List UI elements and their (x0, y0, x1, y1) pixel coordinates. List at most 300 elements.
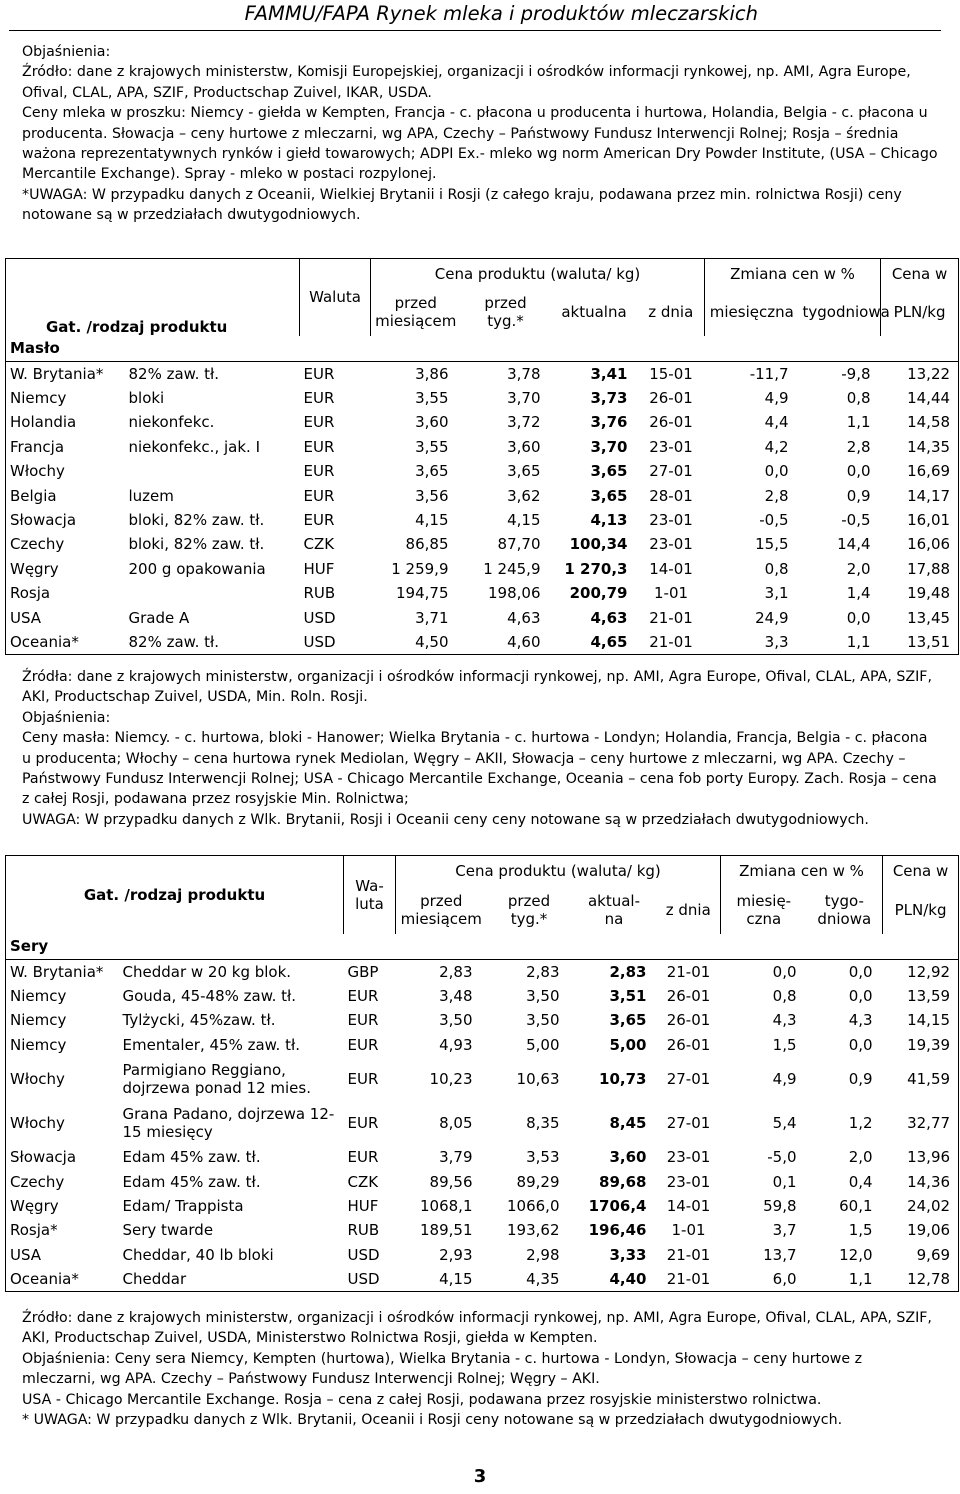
table-row (6, 1267, 959, 1291)
price-pln-cell: 14,36 (883, 1169, 959, 1193)
quote-date-cell: 28-01 (649, 486, 693, 505)
table-row (6, 410, 959, 434)
quote-date-cell: 23-01 (666, 1148, 711, 1167)
product-type-cell: Cheddar, 40 lb bloki (122, 1245, 274, 1264)
product-type-cell: luzem (128, 486, 174, 505)
section-label-cheese: Sery (6, 934, 959, 960)
price-week-ago-cell: 193,62 (507, 1221, 560, 1240)
product-type-cell: Tylżycki, 45%zaw. tł. (122, 1011, 276, 1030)
price-pln-cell: 17,88 (881, 557, 959, 581)
note-line: *UWAGA: W przypadku danych z Oceanii, Wielkiej Brytanii i Rosji (z całego kraju, podawana przez min. rolnictwa Rosji) ceny notowane są w przedziałach dwutygodniowych. (22, 186, 902, 224)
quote-date-cell: 27-01 (666, 1114, 711, 1133)
country-cell: Włochy (6, 459, 125, 483)
currency-cell: EUR (303, 389, 335, 408)
price-pln-cell: 13,59 (883, 984, 959, 1008)
change-monthly-cell: 1,5 (772, 1035, 797, 1054)
note-line: Ceny masła: Niemcy. - c. hurtowa, bloki - Hanower; Wielka Brytania - c. hurtowa - Londyn; Holandia, Francja, Belgia - c. płacona u producenta; Włochy – cena hurtowa rynek Mediolan, Węgry – AKII, Słowacja – ceny hurtowe z mleczarni, wg APA. Czechy – Państwowy Fundusz Interwencji Rolnej; USA - Chicago Mercantile Exchange, Oceania – cena fob porty Europy. Zach. Rosja – cena z całej Rosji, podawana przez rosyjskie Min. Rolnictwa; (22, 730, 937, 808)
product-type-cell: Edam/ Trappista (122, 1197, 244, 1216)
table-row (6, 630, 959, 654)
change-monthly-cell: 4,3 (772, 1011, 797, 1030)
price-month-ago-cell: 3,79 (439, 1148, 473, 1167)
currency-cell: EUR (347, 1070, 379, 1089)
price-pln-cell: 13,22 (881, 362, 959, 386)
price-month-ago-cell: 189,51 (420, 1221, 473, 1240)
price-pln-cell: 19,48 (881, 581, 959, 605)
header-pln-bottom: PLN/kg (881, 289, 959, 336)
currency-cell: USD (303, 608, 336, 627)
country-cell: Czechy (6, 1169, 119, 1193)
note-line: UWAGA: W przypadku danych z Wlk. Brytanii, Rosji i Oceanii ceny ceny notowane są w przedziałach dwutygodniowych. (22, 811, 869, 828)
price-pln-cell: 12,78 (883, 1267, 959, 1291)
change-monthly-cell: 15,5 (755, 535, 789, 554)
country-cell: Niemcy (6, 1033, 119, 1057)
header-pln-top: Cena w (881, 259, 959, 289)
price-pln-cell: 12,92 (883, 960, 959, 984)
currency-cell: EUR (347, 1035, 379, 1054)
product-type-cell: niekonfekc. (128, 413, 215, 432)
table-row (6, 386, 959, 410)
price-month-ago-cell: 8,05 (439, 1114, 473, 1133)
quote-date-cell: 21-01 (649, 608, 693, 627)
price-month-ago-cell: 3,65 (415, 462, 449, 481)
change-monthly-cell: 3,1 (764, 584, 789, 603)
currency-cell: RUB (303, 584, 336, 603)
cheese-price-table (5, 855, 959, 1292)
currency-cell: EUR (347, 987, 379, 1006)
product-type-cell: Edam 45% zaw. tł. (122, 1148, 261, 1167)
header-pln-top: Cena w (883, 856, 959, 886)
product-type-cell: Cheddar (119, 1267, 344, 1291)
country-cell: Niemcy (6, 984, 119, 1008)
quote-date-cell: 26-01 (649, 389, 693, 408)
price-month-ago-cell: 4,50 (371, 630, 461, 654)
price-month-ago-cell: 3,71 (415, 608, 449, 627)
quote-date-cell: 27-01 (666, 1070, 711, 1089)
quote-date-cell: 23-01 (649, 437, 693, 456)
price-pln-cell: 14,44 (881, 386, 959, 410)
price-current-cell: 5,00 (609, 1035, 647, 1054)
price-pln-cell: 16,69 (881, 459, 959, 483)
header-week-ago: przed tyg.* (507, 891, 551, 928)
header-week-ago: przed tyg.* (484, 294, 527, 330)
country-cell: Oceania* (6, 630, 125, 654)
currency-cell: EUR (303, 462, 335, 481)
price-pln-cell: 14,58 (881, 410, 959, 434)
currency-cell: CZK (347, 1172, 379, 1191)
price-week-ago-cell: 1 245,9 (483, 559, 541, 578)
table-row (6, 483, 959, 507)
header-monthly: miesięczna (705, 289, 799, 336)
price-week-ago-cell: 2,83 (526, 962, 560, 981)
change-weekly-cell: 1,1 (807, 1267, 883, 1291)
header-product-type: Gat. /rodzaj produktu (83, 885, 266, 904)
price-month-ago-cell: 3,55 (415, 437, 449, 456)
price-current-cell: 3,65 (590, 462, 628, 481)
price-pln-cell: 41,59 (883, 1057, 959, 1101)
product-type-cell: 200 g opakowania (128, 559, 266, 578)
country-cell: Słowacja (6, 1145, 119, 1169)
price-current-cell: 3,73 (590, 389, 628, 408)
quote-date-cell: 1-01 (653, 584, 689, 603)
price-week-ago-cell: 4,15 (507, 511, 541, 530)
currency-cell: HUF (347, 1197, 379, 1216)
change-weekly-cell: 1,2 (848, 1114, 873, 1133)
price-week-ago-cell: 3,78 (507, 364, 541, 383)
price-week-ago-cell: 87,70 (497, 535, 541, 554)
price-current-cell: 200,79 (569, 584, 628, 603)
quote-date-cell: 26-01 (666, 1011, 711, 1030)
table-row (6, 459, 959, 483)
table-row (6, 1218, 959, 1242)
currency-cell: USD (300, 630, 371, 654)
change-weekly-cell: 0,0 (848, 962, 873, 981)
quote-date-cell: 26-01 (666, 1035, 711, 1054)
quote-date-cell: 26-01 (666, 987, 711, 1006)
header-weekly: tygo- dniowa (817, 891, 872, 928)
product-type-cell: 82% zaw. tł. (125, 630, 300, 654)
price-week-ago-cell: 198,06 (488, 584, 541, 603)
price-month-ago-cell: 3,56 (415, 486, 449, 505)
table-row (6, 1033, 959, 1057)
header-price-group: Cena produktu (waluta/ kg) (371, 259, 705, 289)
price-current-cell: 4,63 (590, 608, 628, 627)
change-weekly-cell: 0,9 (848, 1070, 873, 1089)
change-monthly-cell: 0,8 (764, 559, 789, 578)
price-week-ago-cell: 3,72 (507, 413, 541, 432)
price-week-ago-cell: 8,35 (526, 1114, 560, 1133)
change-weekly-cell: 0,0 (848, 987, 873, 1006)
change-weekly-cell: 1,5 (848, 1221, 873, 1240)
product-type-cell (125, 581, 300, 605)
change-weekly-cell: 1,4 (846, 584, 871, 603)
change-monthly-cell: 3,3 (705, 630, 799, 654)
header-month-ago: przed miesiącem (396, 886, 487, 934)
price-pln-cell: 16,01 (881, 508, 959, 532)
country-cell: Belgia (6, 483, 125, 507)
price-month-ago-cell: 1 259,9 (391, 559, 449, 578)
table-row (6, 581, 959, 605)
change-monthly-cell: 59,8 (763, 1197, 797, 1216)
header-change-group: Zmiana cen w % (705, 259, 881, 289)
price-pln-cell: 9,69 (883, 1243, 959, 1267)
change-weekly-cell: 0,9 (846, 486, 871, 505)
quote-date-cell: 21-01 (638, 630, 705, 654)
header-pln-bottom: PLN/kg (883, 886, 959, 934)
price-current-cell: 4,40 (572, 1267, 657, 1291)
price-current-cell: 3,33 (609, 1245, 647, 1264)
explanation-note-cheese (22, 1308, 940, 1430)
table-row (6, 1194, 959, 1218)
table-row (6, 508, 959, 532)
currency-cell: EUR (303, 511, 335, 530)
change-monthly-cell: 2,8 (764, 486, 789, 505)
change-monthly-cell: 3,7 (772, 1221, 797, 1240)
note-line: Źródło: dane z krajowych ministerstw, organizacji i ośrodków informacji rynkowej, np. AMI, Agra Europe, Ofival, CLAL, APA, SZIF, AKI, Productschap Zuivel, USDA, Ministerstwo Rolnictwa Rosji, giełda w Kempten. (22, 1310, 932, 1347)
currency-cell: HUF (303, 559, 335, 578)
header-current: aktualna (561, 303, 627, 321)
price-current-cell: 196,46 (588, 1221, 647, 1240)
change-weekly-cell: 2,0 (848, 1148, 873, 1167)
currency-cell: USD (347, 1245, 380, 1264)
change-weekly-cell: -0,5 (841, 511, 871, 530)
change-weekly-cell: 4,3 (848, 1011, 873, 1030)
note-line: Ceny mleka w proszku: Niemcy - giełda w Kempten, Francja - c. płacona u producenta i hurtowa, Holandia, Belgia - c. płacona u producenta. Słowacja – ceny hurtowe z mleczarni, wg APA, Czechy – Państwowy Fundusz Interwencji Rolnej; Rosja – średnia ważona reprezentatywnych rynków i giełd towarowych; ADPI Ex.- mleko wg norm American Dry Powder Institute, (USA – Chicago Mercantile Exchange). Spray - mleko w postaci rozpylonej. (22, 105, 938, 183)
currency-cell: EUR (347, 1148, 379, 1167)
change-monthly-cell: 0,0 (772, 962, 797, 981)
change-weekly-cell: 0,0 (848, 1035, 873, 1054)
product-type-cell: Parmigiano Reggiano, dojrzewa ponad 12 mies. (122, 1061, 311, 1098)
product-type-cell: Ementaler, 45% zaw. tł. (122, 1035, 301, 1054)
change-weekly-cell: 1,1 (799, 630, 881, 654)
price-pln-cell: 14,17 (881, 483, 959, 507)
product-type-cell: Edam 45% zaw. tł. (122, 1172, 261, 1191)
product-type-cell: 82% zaw. tł. (128, 364, 220, 383)
header-change-group: Zmiana cen w % (721, 856, 883, 886)
price-month-ago-cell: 86,85 (405, 535, 449, 554)
change-weekly-cell: 60,1 (839, 1197, 873, 1216)
price-current-cell: 8,45 (609, 1114, 647, 1133)
price-pln-cell: 14,35 (881, 435, 959, 459)
price-pln-cell: 32,77 (883, 1101, 959, 1145)
country-cell: Słowacja (6, 508, 125, 532)
price-week-ago-cell: 10,63 (516, 1070, 560, 1089)
header-date: z dnia (648, 303, 694, 321)
change-weekly-cell: 2,0 (846, 559, 871, 578)
quote-date-cell: 23-01 (666, 1172, 711, 1191)
price-week-ago-cell: 5,00 (526, 1035, 560, 1054)
price-current-cell: 1706,4 (588, 1197, 647, 1216)
price-month-ago-cell: 10,23 (429, 1070, 473, 1089)
quote-date-cell: 14-01 (666, 1197, 711, 1216)
price-pln-cell: 14,15 (883, 1008, 959, 1032)
change-weekly-cell: 12,0 (839, 1245, 873, 1264)
price-month-ago-cell: 3,60 (415, 413, 449, 432)
table-row (6, 960, 959, 984)
table-row (6, 1169, 959, 1193)
price-month-ago-cell: 2,93 (439, 1245, 473, 1264)
quote-date-cell: 14-01 (649, 559, 693, 578)
page-number: 3 (473, 1466, 487, 1487)
quote-date-cell: 21-01 (657, 1267, 721, 1291)
change-monthly-cell: -11,7 (749, 364, 789, 383)
price-week-ago-cell: 3,60 (507, 437, 541, 456)
change-monthly-cell: -5,0 (767, 1148, 797, 1167)
explanation-note-milk-powder (22, 42, 940, 226)
currency-cell: CZK (303, 535, 335, 554)
quote-date-cell: 1-01 (671, 1221, 706, 1240)
price-week-ago-cell: 3,70 (507, 389, 541, 408)
product-type-cell: Sery twarde (122, 1221, 214, 1240)
country-cell: Włochy (6, 1057, 119, 1101)
change-weekly-cell: 14,4 (837, 535, 871, 554)
price-current-cell: 3,51 (609, 987, 647, 1006)
change-weekly-cell: 0,4 (848, 1172, 873, 1191)
change-monthly-cell: 0,8 (772, 987, 797, 1006)
price-pln-cell: 19,06 (883, 1218, 959, 1242)
currency-cell: EUR (347, 1011, 379, 1030)
document-header-title: FAMMU/FAPA Rynek mleka i produktów mleczarskich (244, 2, 758, 25)
price-month-ago-cell: 1068,1 (420, 1197, 473, 1216)
country-cell: Oceania* (6, 1267, 119, 1291)
price-month-ago-cell: 4,15 (415, 511, 449, 530)
table-row (6, 557, 959, 581)
note-line: Objaśnienia: Ceny sera Niemcy, Kempten (hurtowa), Wielka Brytania - c. hurtowa - Londyn, Słowacja – ceny hurtowe z mleczarni, wg APA. Czechy – Państwowy Fundusz Interwencji Rolnej; Węgry – AKI. (22, 1350, 863, 1388)
cheese-table-body (6, 960, 959, 1292)
price-current-cell: 3,76 (590, 413, 628, 432)
price-current-cell: 3,65 (609, 1011, 647, 1030)
country-cell: Francja (6, 435, 125, 459)
change-monthly-cell: 4,4 (764, 413, 789, 432)
change-weekly-cell: 0,0 (846, 608, 871, 627)
change-monthly-cell: 4,9 (772, 1070, 797, 1089)
change-monthly-cell: 4,2 (764, 437, 789, 456)
product-type-cell: Cheddar w 20 kg blok. (122, 962, 292, 981)
quote-date-cell: 21-01 (666, 962, 711, 981)
note-line: Objaśnienia: (22, 709, 111, 726)
price-current-cell: 3,65 (590, 486, 628, 505)
butter-table-body (6, 362, 959, 655)
table-row (6, 362, 959, 386)
table-row (6, 984, 959, 1008)
table-row (6, 532, 959, 556)
change-monthly-cell: 5,4 (772, 1114, 797, 1133)
quote-date-cell: 27-01 (649, 462, 693, 481)
section-label-butter: Masło (6, 336, 959, 362)
price-week-ago-cell: 2,98 (526, 1245, 560, 1264)
table-row (6, 1008, 959, 1032)
table-row (6, 435, 959, 459)
country-cell: Niemcy (6, 386, 125, 410)
note-line: Źródło: dane z krajowych ministerstw, Komisji Europejskiej, organizacji i ośrodków informacji rynkowej, np. AMI, Agra Europe, Ofival, CLAL, APA, SZIF, Productschap Zuivel, IKAR, USDA. (22, 64, 911, 101)
price-current-cell: 4,13 (590, 511, 628, 530)
price-pln-cell: 16,06 (881, 532, 959, 556)
price-week-ago-cell: 3,50 (526, 987, 560, 1006)
price-month-ago-cell: 4,93 (439, 1035, 473, 1054)
header-currency: Waluta (300, 259, 371, 336)
price-week-ago-cell: 3,50 (526, 1011, 560, 1030)
price-week-ago-cell: 4,60 (461, 630, 551, 654)
price-pln-cell: 13,51 (881, 630, 959, 654)
explanation-note-butter (22, 667, 940, 830)
price-current-cell: 4,65 (551, 630, 638, 654)
price-pln-cell: 13,96 (883, 1145, 959, 1169)
currency-cell: EUR (303, 413, 335, 432)
product-type-cell: bloki, 82% zaw. tł. (128, 535, 265, 554)
currency-cell: EUR (303, 364, 335, 383)
country-cell: W. Brytania* (6, 362, 125, 386)
change-weekly-cell: 2,8 (846, 437, 871, 456)
header-monthly: miesię- czna (721, 886, 807, 934)
currency-cell: EUR (347, 1114, 379, 1133)
header-weekly: tygodniowa (802, 303, 890, 321)
quote-date-cell: 23-01 (649, 511, 693, 530)
note-line: * UWAGA: W przypadku danych z Wlk. Brytanii, Oceanii i Rosji ceny notowane są w przedziałach dwutygodniowych. (22, 1412, 843, 1429)
price-month-ago-cell: 2,83 (439, 962, 473, 981)
header-currency: Wa- luta (344, 856, 396, 934)
quote-date-cell: 21-01 (666, 1245, 711, 1264)
price-month-ago-cell: 3,48 (439, 987, 473, 1006)
table-row (6, 605, 959, 629)
quote-date-cell: 15-01 (649, 364, 693, 383)
price-pln-cell: 19,39 (883, 1033, 959, 1057)
change-weekly-cell: 1,1 (846, 413, 871, 432)
currency-cell: GBP (347, 962, 379, 981)
country-cell: USA (6, 605, 125, 629)
country-cell: Rosja (6, 581, 125, 605)
change-weekly-cell: 0,8 (846, 389, 871, 408)
header-month-ago: przed miesiącem (371, 289, 461, 336)
note-line: Objaśnienia: (22, 44, 111, 60)
price-current-cell: 2,83 (609, 962, 647, 981)
price-current-cell: 3,41 (590, 364, 628, 383)
table-row (6, 1101, 959, 1145)
product-type-cell (125, 459, 300, 483)
price-pln-cell: 24,02 (883, 1194, 959, 1218)
country-cell: Holandia (6, 410, 125, 434)
price-month-ago-cell: 89,56 (429, 1172, 473, 1191)
change-monthly-cell: 4,9 (764, 389, 789, 408)
currency-cell: EUR (303, 437, 335, 456)
product-type-cell: Grade A (128, 608, 190, 627)
change-monthly-cell: 0,0 (764, 462, 789, 481)
header-rule (9, 30, 941, 31)
table-row (6, 1243, 959, 1267)
price-current-cell: 89,68 (599, 1172, 647, 1191)
change-monthly-cell: 24,9 (755, 608, 789, 627)
price-week-ago-cell: 3,65 (507, 462, 541, 481)
price-week-ago-cell: 3,53 (526, 1148, 560, 1167)
price-week-ago-cell: 1066,0 (507, 1197, 560, 1216)
product-type-cell: bloki (128, 389, 165, 408)
currency-cell: RUB (347, 1221, 380, 1240)
note-line: Źródła: dane z krajowych ministerstw, organizacji i ośrodków informacji rynkowej, np. AMI, Agra Europe, Ofival, CLAL, APA, SZIF, AKI, Productschap Zuivel, USDA, Min. Roln. Rosji. (22, 669, 932, 706)
product-type-cell: niekonfekc., jak. I (128, 437, 260, 456)
price-current-cell: 10,73 (599, 1070, 647, 1089)
price-pln-cell: 13,45 (881, 605, 959, 629)
country-cell: W. Brytania* (6, 960, 119, 984)
change-monthly-cell: 0,1 (772, 1172, 797, 1191)
price-week-ago-cell: 4,35 (487, 1267, 572, 1291)
product-type-cell: Gouda, 45-48% zaw. tł. (122, 987, 297, 1006)
change-weekly-cell: -9,8 (841, 364, 871, 383)
country-cell: Rosja* (6, 1218, 119, 1242)
price-week-ago-cell: 3,62 (507, 486, 541, 505)
country-cell: Niemcy (6, 1008, 119, 1032)
price-current-cell: 3,70 (590, 437, 628, 456)
currency-cell: USD (344, 1267, 396, 1291)
price-month-ago-cell: 3,50 (439, 1011, 473, 1030)
price-month-ago-cell: 3,86 (415, 364, 449, 383)
product-type-cell: bloki, 82% zaw. tł. (128, 511, 265, 530)
butter-price-table (5, 258, 959, 655)
country-cell: Węgry (6, 1194, 119, 1218)
country-cell: Czechy (6, 532, 125, 556)
price-month-ago-cell: 194,75 (396, 584, 449, 603)
price-current-cell: 1 270,3 (564, 559, 628, 578)
change-monthly-cell: 6,0 (721, 1267, 807, 1291)
quote-date-cell: 26-01 (649, 413, 693, 432)
change-monthly-cell: 13,7 (763, 1245, 797, 1264)
country-cell: USA (6, 1243, 119, 1267)
price-month-ago-cell: 3,55 (415, 389, 449, 408)
country-cell: Włochy (6, 1101, 119, 1145)
price-week-ago-cell: 4,63 (507, 608, 541, 627)
price-month-ago-cell: 4,15 (396, 1267, 487, 1291)
price-current-cell: 3,60 (609, 1148, 647, 1167)
change-monthly-cell: -0,5 (759, 511, 789, 530)
table-row (6, 1145, 959, 1169)
header-date: z dnia (665, 900, 711, 919)
